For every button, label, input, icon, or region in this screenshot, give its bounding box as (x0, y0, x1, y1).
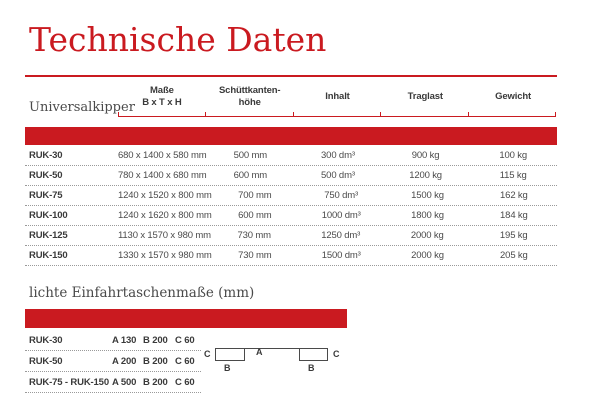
pocket-b-cell: B 200 (143, 376, 168, 388)
weight-cell: 115 kg (499, 170, 527, 181)
diagram-pocket-left (215, 349, 245, 361)
pocket-a-cell: A 200 (112, 355, 137, 367)
bracket-segment (205, 112, 292, 116)
main-table-header-bar (25, 127, 557, 145)
column-header-line: Inhalt (325, 90, 350, 102)
capacity-cell: 300 dm³ (321, 150, 355, 161)
model-cell: RUK-150 (29, 250, 68, 261)
column-header-load (381, 78, 469, 116)
diagram-label-b-right: B (308, 363, 315, 373)
pocket-c-cell: C 60 (175, 355, 195, 367)
edge-height-cell: 700 mm (238, 190, 272, 201)
pocket-table-header-bar (25, 309, 347, 328)
weight-cell: 162 kg (500, 190, 528, 201)
diagram-top-line (215, 348, 328, 362)
load-cell: 1800 kg (411, 210, 444, 221)
capacity-cell: 1000 dm³ (321, 210, 361, 221)
table-row (25, 351, 201, 372)
bracket-segment (380, 112, 467, 116)
pocket-a-cell: A 130 (112, 334, 137, 346)
title-divider-line (25, 75, 557, 77)
pocket-c-cell: C 60 (175, 376, 195, 388)
model-cell: RUK-100 (29, 210, 68, 221)
capacity-cell: 750 dm³ (324, 190, 359, 201)
model-cell: RUK-50 (29, 355, 63, 367)
edge-height-cell: 730 mm (237, 230, 271, 241)
model-cell: RUK-30 (29, 334, 63, 346)
table-row (25, 226, 557, 246)
model-cell: RUK-75 (29, 190, 63, 201)
dimensions-cell: 680 x 1400 x 580 mm (118, 150, 207, 161)
diagram-label-c-right: C (333, 349, 340, 359)
diagram-label-c-left: C (204, 349, 211, 359)
column-header-line: Gewicht (495, 90, 532, 102)
page-title: Technische Daten (29, 20, 327, 59)
table-row (25, 206, 557, 226)
capacity-cell: 500 dm³ (321, 170, 355, 181)
bracket-segment (293, 112, 380, 116)
dimensions-cell: 1240 x 1620 x 800 mm (118, 210, 212, 221)
pocket-c-cell: C 60 (175, 334, 195, 346)
weight-cell: 184 kg (500, 210, 528, 221)
edge-height-cell: 500 mm (233, 150, 268, 161)
main-table-header (25, 78, 557, 116)
column-header-capacity (294, 78, 382, 116)
load-cell: 1200 kg (409, 170, 442, 181)
edge-height-cell: 600 mm (233, 170, 268, 181)
diagram-pocket-right (299, 349, 328, 361)
column-header-line: höhe (238, 97, 261, 108)
model-cell: RUK-50 (29, 170, 63, 181)
table-row (25, 186, 557, 206)
model-cell: RUK-75 - RUK-150 (29, 376, 109, 388)
bracket-segment (118, 112, 205, 116)
dimensions-cell: 1330 x 1570 x 980 mm (118, 250, 212, 261)
column-header-dimensions (118, 78, 206, 116)
model-cell: RUK-125 (29, 230, 68, 241)
column-header-weight (469, 78, 557, 116)
table-row (25, 146, 557, 166)
model-cell: RUK-30 (29, 150, 63, 161)
dimensions-cell: 780 x 1400 x 680 mm (118, 170, 207, 181)
pocket-b-cell: B 200 (143, 355, 168, 367)
table-row (25, 166, 557, 186)
edge-height-cell: 600 mm (238, 210, 272, 221)
weight-cell: 205 kg (500, 250, 528, 261)
load-cell: 2000 kg (410, 230, 444, 241)
table-row (25, 330, 201, 351)
capacity-cell: 1250 dm³ (321, 230, 361, 241)
dimensions-cell: 1240 x 1520 x 800 mm (118, 190, 212, 201)
pocket-table-body (25, 330, 201, 393)
weight-cell: 195 kg (499, 230, 528, 241)
main-table-body (25, 146, 557, 266)
diagram-label-a: A (256, 347, 263, 357)
column-header-line: B x T x H (142, 97, 182, 108)
bracket-segment (468, 112, 556, 116)
column-header-line: Traglast (407, 90, 443, 102)
table-row (25, 372, 201, 393)
pocket-b-cell: B 200 (143, 334, 168, 346)
dimensions-cell: 1130 x 1570 x 980 mm (118, 230, 211, 241)
column-header-line: Schüttkanten- (219, 84, 281, 96)
load-cell: 2000 kg (411, 250, 444, 261)
diagram-label-b-left: B (224, 363, 231, 373)
column-header-line: Maße (150, 84, 174, 96)
column-bracket-line (118, 112, 556, 117)
row-header-label: Universalkipper (29, 100, 135, 115)
pocket-a-cell: A 500 (112, 376, 137, 388)
column-header-edge-height (206, 78, 294, 116)
table-row (25, 246, 557, 266)
pocket-section-title: lichte Einfahrtaschenmaße (mm) (29, 285, 255, 301)
load-cell: 1500 kg (411, 190, 444, 201)
fork-pocket-diagram (204, 345, 344, 375)
edge-height-cell: 730 mm (238, 250, 272, 261)
capacity-cell: 1500 dm³ (321, 250, 361, 261)
load-cell: 900 kg (411, 150, 440, 161)
weight-cell: 100 kg (499, 150, 528, 161)
